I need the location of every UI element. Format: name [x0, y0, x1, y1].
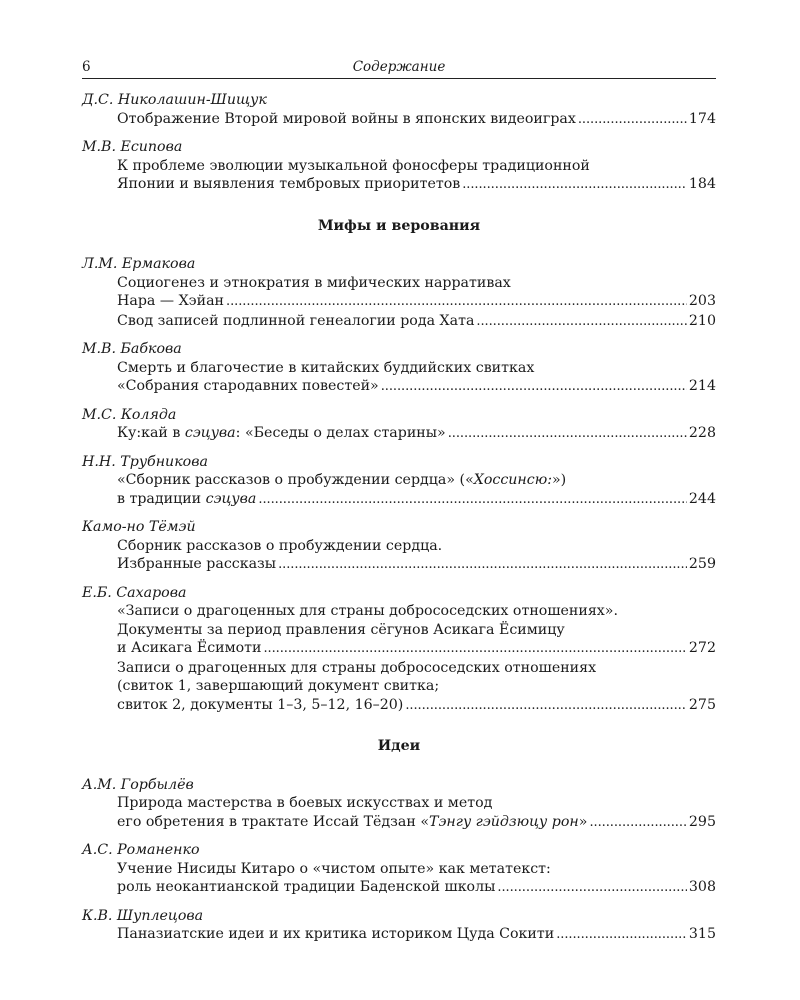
toc-entry	[82, 518, 716, 575]
toc-title: Сборник рассказов о пробуждении сердца.	[117, 537, 443, 554]
toc-line[interactable]	[82, 424, 716, 444]
toc-author: К.В. Шуплецова	[82, 907, 204, 924]
toc-entry	[82, 91, 716, 129]
toc-title: К проблеме эволюции музыкальной фоносферы традиционной	[117, 157, 590, 174]
toc-title: Смерть и благочестие в китайских буддийских свитках	[117, 359, 535, 376]
toc-page: 315	[688, 926, 716, 942]
toc-title: Записи о драгоценных для страны добрососедских отношениях	[117, 659, 597, 676]
toc-author: Камо-но Тёмэй	[82, 519, 196, 535]
toc-title-italic: Хоссинсю:	[473, 472, 552, 488]
page	[82, 56, 716, 945]
toc-line[interactable]	[82, 292, 716, 312]
toc-title	[117, 490, 256, 510]
leader-dots	[405, 696, 687, 716]
leader-dots	[462, 175, 687, 195]
toc-author: М.С. Коляда	[82, 406, 177, 423]
toc-title: Документы за период правления сёгунов Асикага Ёсимицу	[117, 621, 565, 638]
toc-page: 203	[688, 293, 716, 309]
toc-line[interactable]	[82, 555, 716, 575]
toc-line[interactable]	[82, 696, 716, 716]
toc-author: М.В. Есипова	[82, 139, 183, 155]
section-heading: Идеи	[377, 738, 421, 754]
section-heading: Мифы и верования	[317, 217, 481, 234]
toc-page: 210	[688, 312, 716, 329]
leader-dots	[381, 377, 687, 397]
table-of-contents	[82, 91, 716, 945]
toc-title: Учение Нисиды Китаро о «чистом опыте» как метатекст:	[117, 860, 551, 877]
toc-page: 214	[688, 378, 716, 394]
leader-dots	[589, 813, 686, 833]
leader-dots	[263, 639, 686, 659]
toc-title: роль неокантианской традиции Баденской школы	[117, 879, 496, 895]
toc-title-italic: сэцува	[184, 425, 236, 441]
toc-line[interactable]	[82, 639, 716, 659]
leader-dots	[476, 312, 686, 332]
toc-title-part: его обретения в трактате Иссай Тёдзан «	[117, 813, 430, 830]
toc-title-italic: Тэнгу гэйдзюцу рон	[429, 813, 579, 830]
toc-title: Природа мастерства в боевых искусствах и метод	[117, 795, 493, 811]
toc-line[interactable]	[82, 878, 716, 898]
running-title: Содержание	[352, 59, 446, 75]
toc-line[interactable]	[82, 110, 716, 130]
toc-line[interactable]	[82, 813, 716, 833]
toc-page: 259	[688, 556, 716, 572]
toc-line[interactable]	[82, 175, 716, 195]
toc-page: 174	[688, 110, 716, 127]
toc-title-part: в традиции	[117, 490, 206, 507]
leader-dots	[578, 110, 687, 130]
toc-entry	[82, 907, 716, 945]
toc-author: Д.С. Николашин-Шищук	[82, 92, 267, 108]
toc-title-italic: сэцува	[205, 490, 257, 507]
toc-title: свиток 2, документы 1–3, 5–12, 16–20)	[117, 696, 404, 713]
leader-dots	[497, 878, 686, 898]
toc-title: Паназиатские идеи и их критика историком Цуда Сокити	[117, 926, 555, 942]
toc-line[interactable]	[82, 925, 716, 945]
leader-dots	[448, 424, 687, 444]
toc-title: «Собрания стародавних повестей»	[117, 378, 379, 394]
toc-author: Л.М. Ермакова	[82, 256, 196, 272]
toc-title: Свод записей подлинной генеалогии рода Хата	[117, 312, 475, 329]
toc-author: М.В. Бабкова	[82, 341, 182, 357]
toc-title-part: «Сборник рассказов о пробуждении сердца» («	[117, 472, 474, 488]
toc-title: Социогенез и этнократия в мифических нарративах	[117, 274, 511, 291]
toc-page: 184	[688, 176, 716, 192]
toc-author: Е.Б. Сахарова	[82, 584, 187, 601]
toc-line[interactable]	[82, 312, 716, 332]
toc-title-part: Ку:кай в	[117, 425, 185, 441]
toc-line[interactable]	[82, 490, 716, 510]
toc-page: 244	[688, 490, 716, 507]
toc-entry	[82, 453, 716, 510]
leader-dots	[556, 925, 687, 945]
toc-entry	[82, 340, 716, 397]
toc-page: 275	[688, 696, 716, 713]
toc-line[interactable]	[82, 377, 716, 397]
toc-entry	[82, 841, 716, 898]
toc-title: и Асикага Ёсимоти	[117, 640, 262, 656]
leader-dots	[226, 292, 687, 312]
toc-title-part: : «Беседы о делах старины»	[235, 425, 446, 441]
toc-author: Н.Н. Трубникова	[82, 453, 208, 470]
toc-page: 272	[688, 640, 716, 656]
toc-title: Отображение Второй мировой войны в японских видеоиграх	[117, 110, 576, 127]
leader-dots	[278, 555, 687, 575]
toc-title: (свиток 1, завершающий документ свитка;	[117, 678, 440, 694]
toc-title-part: »	[578, 813, 588, 830]
toc-page: 308	[688, 879, 716, 895]
toc-page: 228	[688, 425, 716, 441]
toc-entry	[82, 584, 716, 716]
toc-title	[117, 424, 446, 444]
toc-entry	[82, 255, 716, 331]
toc-entry	[82, 776, 716, 833]
toc-author: А.С. Романенко	[82, 842, 200, 858]
toc-title	[117, 813, 587, 833]
toc-title-part: »)	[552, 472, 567, 488]
toc-author: А.М. Горбылёв	[82, 776, 194, 793]
toc-page: 295	[688, 813, 716, 830]
toc-title: Нара — Хэйан	[117, 293, 224, 309]
toc-title: «Записи о драгоценных для страны добрососедских отношениях».	[117, 603, 618, 619]
toc-title: Японии и выявления тембровых приоритетов	[117, 176, 461, 192]
toc-entry	[82, 138, 716, 195]
toc-title: Избранные рассказы	[117, 556, 277, 572]
toc-title	[82, 471, 716, 490]
page-number: 6	[82, 59, 91, 75]
leader-dots	[258, 490, 687, 510]
page-header	[82, 56, 716, 79]
toc-entry	[82, 406, 716, 444]
